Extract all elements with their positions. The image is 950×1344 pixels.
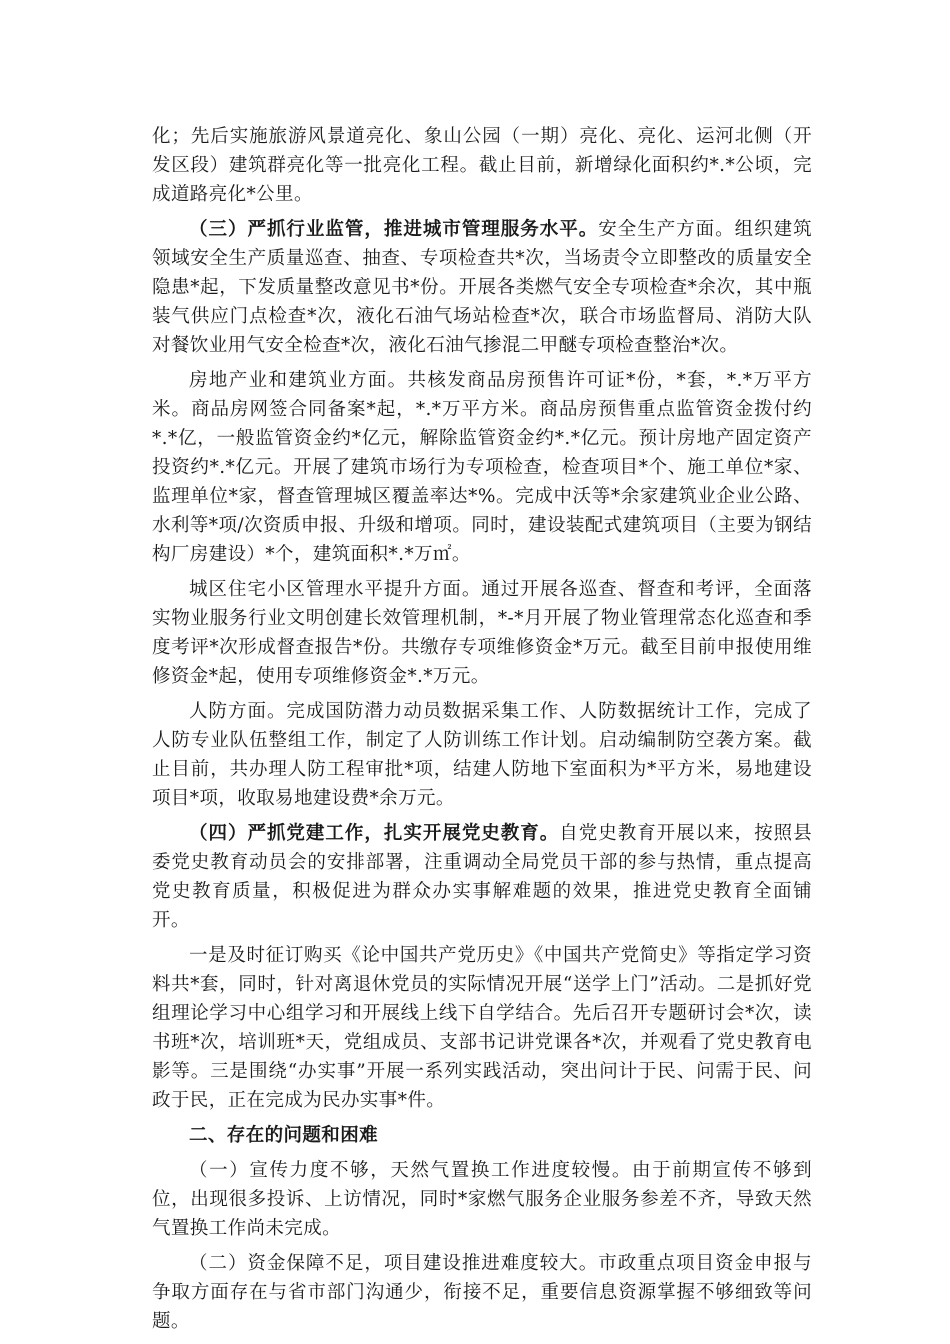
paragraph-problem-2: （二）资金保障不足，项目建设推进难度较大。市政重点项目资金申报与争取方面存在与省市部门沟通少，衔接不足，重要信息资源掌握不够细致等问题。 [152, 1253, 812, 1332]
paragraph-body: 安全生产方面。组织建筑领域安全生产质量巡查、抽查、专项检查共*次，当场责令立即整改的质量安全隐患*起，下发质量整改意见书*份。开展各类燃气安全专项检查*余次，其中瓶装气供应门点检查*次，液化石油气场站检查*次，联合市场监督局、消防大队对餐饮业用气安全检查*次，液化石油气掺混二甲醚专项检查整治*次。 [152, 219, 813, 356]
section-heading-3: （三）严抓行业监管，推进城市管理服务水平。 [189, 219, 599, 240]
paragraph-problem-1: （一）宣传力度不够，天然气置换工作进度较慢。由于前期宣传不够到位，出现很多投诉、上访情况，同时*家燃气服务企业服务参差不齐，导致天然气置换工作尚未完成。 [152, 1160, 812, 1239]
paragraph-industry-supervision [152, 215, 812, 360]
paragraph-party-building [152, 819, 812, 935]
paragraph-residential-management: 城区住宅小区管理水平提升方面。通过开展各巡查、督查和考评，全面落实物业服务行业文明创建长效管理机制，*-*月开展了物业管理常态化巡查和季度考评*次形成督查报告*份。共缴存专项维修资金*万元。截至目前申报使用维修资金*起，使用专项维修资金*.*万元。 [152, 579, 812, 687]
section-heading-4: （四）严抓党建工作，扎实开展党史教育。 [189, 823, 560, 844]
paragraph-greening-lighting: 化；先后实施旅游风景道亮化、象山公园（一期）亮化、亮化、运河北侧（开发区段）建筑群亮化等一批亮化工程。截止目前，新增绿化面积约*.*公顷，完成道路亮化*公里。 [152, 126, 812, 205]
paragraph-real-estate: 房地产业和建筑业方面。共核发商品房预售许可证*份，*套，*.*万平方米。商品房网签合同备案*起，*.*万平方米。商品房预售重点监管资金拨付约*.*亿，一般监管资金约*亿元，解除监管资金约*.*亿元。预计房地产固定资产投资约*.*亿元。开展了建筑市场行为专项检查，检查项目*个、施工单位*家、监理单位*家，督查管理城区覆盖率达*%。完成中沃等*余家建筑业企业公路、水利等*项/次资质申报、升级和增项。同时，建设装配式建筑项目（主要为钢结构厂房建设）*个，建筑面积*.*万㎡。 [152, 370, 812, 565]
paragraph-body: 自党史教育开展以来，按照县委党史教育动员会的安排部署，注重调动全局党员干部的参与热情，重点提高党史教育质量，积极促进为群众办实事解难题的效果，推进党史教育全面铺开。 [152, 823, 812, 931]
paragraph-civil-defense: 人防方面。完成国防潜力动员数据采集工作、人防数据统计工作，完成了人防专业队伍整组工作，制定了人防训练工作计划。启动编制防空袭方案。截止目前，共办理人防工程审批*项，结建人防地下室面积为*平方米，易地建设项目*项，收取易地建设费*余万元。 [152, 701, 812, 809]
document-page [152, 122, 812, 1342]
paragraph-party-history-study: 一是及时征订购买《论中国共产党历史》《中国共产党简史》等指定学习资料共*套，同时，针对离退休党员的实际情况开展“送学上门”活动。二是抓好党组理论学习中心组学习和开展线上线下自学结合。先后召开专题研讨会*次，读书班*次，培训班*天，党组成员、支部书记讲党课各*次，并观看了党史教育电影等。三是围绕“办实事”开展一系列实践活动，突出问计于民、问需于民、问政于民，正在完成为民办实事*件。 [152, 945, 812, 1111]
section-heading-problems: 二、存在的问题和困难 [189, 1125, 379, 1146]
